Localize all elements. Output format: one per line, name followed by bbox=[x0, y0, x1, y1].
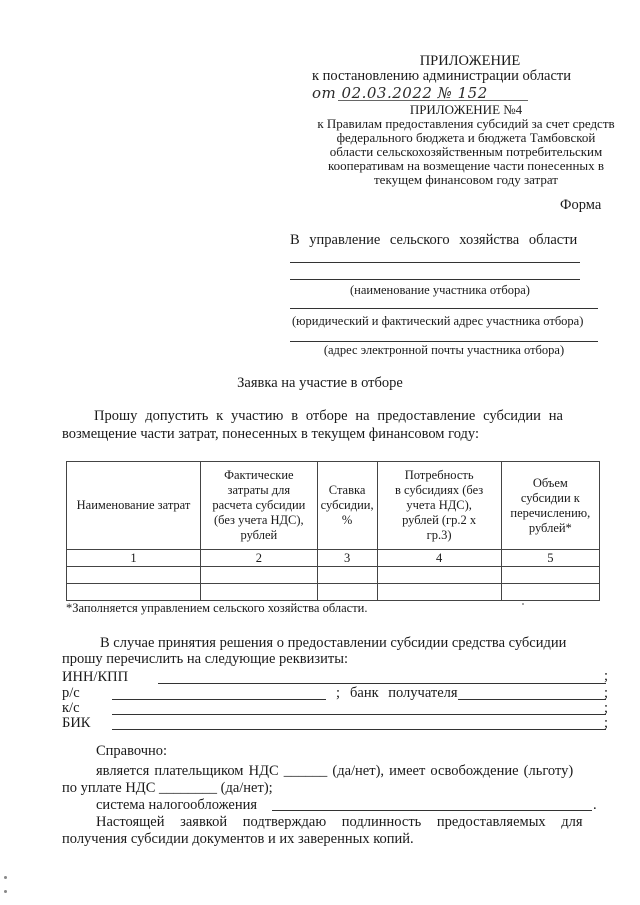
requisites-intro-1: В случае принятия решения о предоставлении субсидии средства субсидии bbox=[100, 635, 567, 651]
ks-semicolon: ; bbox=[604, 700, 609, 716]
appendix4-line-2: федерального бюджета и бюджета Тамбовской bbox=[336, 130, 596, 145]
address-caption: (юридический и фактический адрес участника отбора) bbox=[292, 314, 584, 328]
costs-table bbox=[66, 461, 600, 601]
participant-name-line-1 bbox=[290, 262, 580, 263]
appendix4-line-5: текущем финансовом году затрат bbox=[374, 172, 558, 187]
scan-speck bbox=[522, 603, 524, 605]
appendix4-line-1: к Правилам предоставления субсидий за счет средств bbox=[317, 116, 615, 131]
vat-line-2: по уплате НДС ________ (да/нет); bbox=[62, 780, 273, 796]
participant-name-caption: (наименование участника отбора) bbox=[350, 283, 530, 297]
column-number: 2 bbox=[201, 550, 318, 567]
request-line-1: Прошу допустить к участию в отборе на предоставление субсидии на bbox=[94, 408, 563, 424]
scan-speck bbox=[4, 876, 7, 879]
header-transfer-amount: Объем субсидии к перечислению, рублей* bbox=[501, 462, 599, 550]
bank-field-line bbox=[458, 699, 606, 700]
appendix-title: ПРИЛОЖЕНИЕ bbox=[419, 53, 521, 69]
appendix-subtitle: к постановлению администрации области bbox=[312, 68, 572, 84]
bik-label: БИК bbox=[62, 715, 91, 731]
table-footnote: *Заполняется управлением сельского хозяйства области. bbox=[66, 601, 368, 615]
request-line-2: возмещение части затрат, понесенных в текущем финансовом году: bbox=[62, 426, 479, 442]
requisites-intro-2: прошу перечислить на следующие реквизиты: bbox=[62, 651, 348, 667]
document-title: Заявка на участие в отборе bbox=[237, 375, 403, 391]
email-caption: (адрес электронной почты участника отбора) bbox=[323, 343, 565, 357]
confirm-line-1: Настоящей заявкой подтверждаю подлинность предоставляемых для bbox=[96, 814, 583, 830]
form-label: Форма bbox=[560, 197, 602, 213]
rs-semicolon: ; bbox=[336, 685, 341, 701]
bank-semicolon: ; bbox=[604, 685, 609, 701]
inn-semicolon: ; bbox=[604, 668, 609, 684]
appendix4-title: ПРИЛОЖЕНИЕ №4 bbox=[409, 102, 523, 117]
rs-label: р/с bbox=[62, 685, 80, 701]
reference-title: Справочно: bbox=[96, 743, 168, 759]
scan-speck bbox=[4, 890, 7, 893]
tax-system-line bbox=[272, 810, 592, 811]
ks-label: к/с bbox=[62, 700, 80, 716]
inn-field-line bbox=[158, 683, 606, 684]
participant-name-line-2 bbox=[290, 279, 580, 280]
appendix4-line-4: кооперативам на возмещение части понесенных в bbox=[327, 158, 605, 173]
header-cost-name: Наименование затрат bbox=[67, 462, 201, 550]
appendix4-line-3: области сельскохозяйственным потребительским bbox=[329, 144, 603, 159]
confirm-line-2: получения субсидии документов и их заверенных копий. bbox=[62, 831, 414, 847]
header-subsidy-rate: Ставка субсидии, % bbox=[317, 462, 377, 550]
table-column-numbers-row bbox=[67, 550, 600, 567]
column-number: 3 bbox=[317, 550, 377, 567]
bik-semicolon: ; bbox=[604, 715, 609, 731]
bank-label: банк получателя bbox=[350, 685, 458, 701]
tax-system-end: . bbox=[593, 797, 597, 813]
tax-system-label: система налогообложения bbox=[96, 797, 258, 813]
addressee-line: В управление сельского хозяйства области bbox=[290, 232, 578, 248]
column-number: 1 bbox=[67, 550, 201, 567]
bik-field-line bbox=[112, 729, 606, 730]
header-subsidy-need: Потребность в субсидиях (без учета НДС), рублей (гр.2 х гр.3) bbox=[377, 462, 501, 550]
date-underline bbox=[338, 100, 528, 101]
vat-line-1: является плательщиком НДС ______ (да/нет), имеет освобождение (льготу) bbox=[96, 763, 574, 779]
ks-field-line bbox=[112, 714, 606, 715]
email-line bbox=[290, 341, 598, 342]
table-row bbox=[67, 567, 600, 584]
header-actual-costs: Фактические затраты для расчета субсидии (без учета НДС), рублей bbox=[201, 462, 318, 550]
table-row bbox=[67, 584, 600, 601]
inn-label: ИНН/КПП bbox=[62, 669, 129, 685]
address-line bbox=[290, 308, 598, 309]
column-number: 4 bbox=[377, 550, 501, 567]
date-line-handwritten: от 02.03.2022 № 152 bbox=[312, 84, 488, 102]
table-header-row bbox=[67, 462, 600, 550]
column-number: 5 bbox=[501, 550, 599, 567]
rs-field-line bbox=[112, 699, 326, 700]
